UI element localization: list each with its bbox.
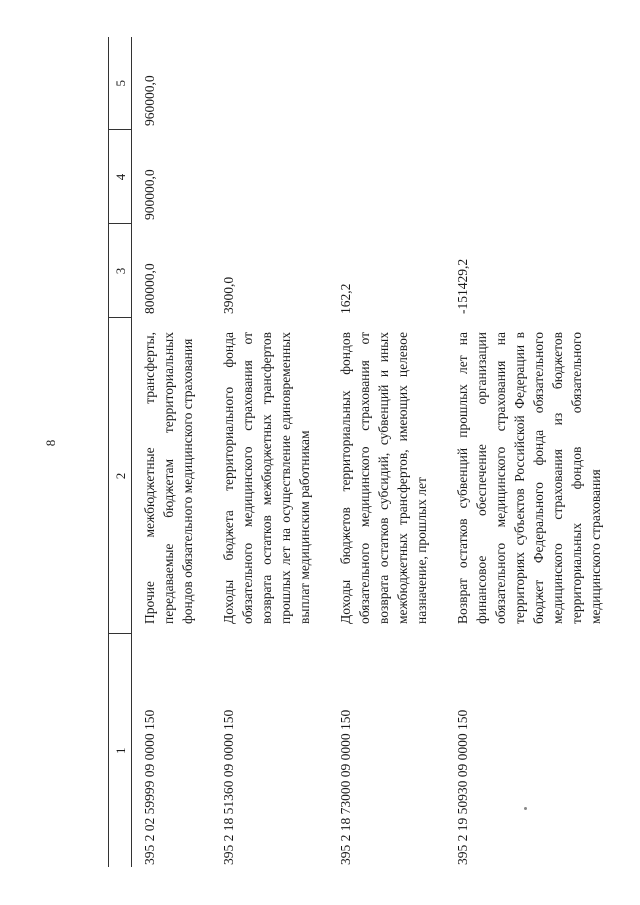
amount-col5-cell (445, 37, 619, 130)
page-number: 8 (43, 439, 58, 447)
description-cell: Прочие межбюджетные трансферты, передаваемые бюджетам территориальных фондов обязательного медицинского страхования (142, 332, 195, 624)
description-cell: Доходы бюджета территориального фонда обязательного медицинского страхования от возврата остатков межбюджетных трансфертов прошлых лет на осуществление единовременных выплат медицинским работникам (221, 332, 312, 624)
table-row (132, 37, 212, 867)
description-cell: Возврат остатков субвенций прошлых лет на финансовое обеспечение организации обязательного медицинского страхования на территориях субъектов Российской Федерации в бюджет Федерального фонда обязательного медицинского страхования из бюджетов территориальных фондов обязательного медицинского страхования (455, 332, 603, 624)
column-header-2: 2 (109, 318, 132, 634)
amount-col4-cell (328, 130, 445, 224)
budget-code-cell: 395 2 18 73000 09 0000 150 (338, 709, 353, 865)
table-row (445, 37, 619, 867)
table-header-row (109, 37, 132, 867)
budget-revenue-table (108, 37, 619, 867)
column-header-4: 4 (109, 130, 132, 224)
scan-speck (524, 807, 527, 810)
budget-code-cell: 395 2 18 51360 09 0000 150 (221, 709, 236, 865)
rotated-table-container (108, 37, 608, 867)
amount-col4-cell: 900000,0 (142, 169, 157, 220)
amount-col5-cell (328, 37, 445, 130)
amount-col4-cell (211, 130, 328, 224)
budget-code-cell: 395 2 19 50930 09 0000 150 (455, 709, 470, 865)
table-row (211, 37, 328, 867)
table-row (328, 37, 445, 867)
amount-col3-cell: 3900,0 (221, 276, 236, 314)
budget-code-cell: 395 2 02 59999 09 0000 150 (142, 709, 157, 865)
column-header-1: 1 (109, 634, 132, 867)
amount-col3-cell: 162,2 (338, 283, 353, 314)
amount-col4-cell (445, 130, 619, 224)
description-cell: Доходы бюджетов территориальных фондов обязательного медицинского страхования от возврата остатков субсидий, субвенций и иных межбюджетных трансфертов, имеющих целевое назначение, прошлых лет (338, 332, 429, 624)
amount-col5-cell: 960000,0 (142, 75, 157, 126)
amount-col3-cell: -151429,2 (455, 258, 470, 314)
amount-col3-cell: 800000,0 (142, 263, 157, 314)
column-header-3: 3 (109, 224, 132, 318)
column-header-5: 5 (109, 37, 132, 130)
amount-col5-cell (211, 37, 328, 130)
